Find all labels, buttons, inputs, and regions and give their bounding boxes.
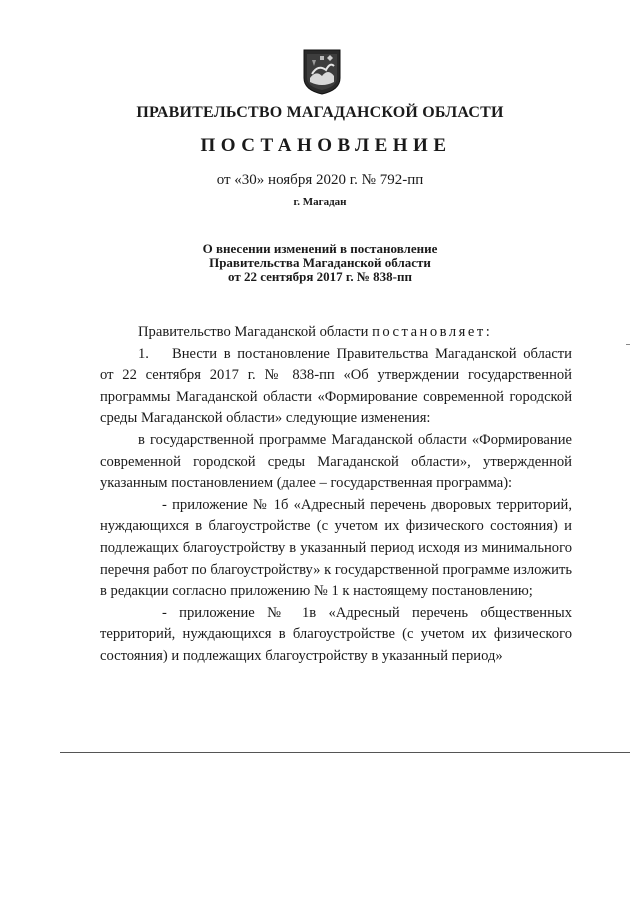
decree-body: [100, 322, 572, 668]
subject-line-1: О внесении изменений в постановление: [202, 241, 438, 256]
document-type-title: ПОСТАНОВЛЕНИЕ: [200, 135, 452, 156]
subitem-2-paragraph: - приложение № 1в «Адресный перечень общественных территорий, нуждающихся в благоустройстве (с учетом их физического состояния) и подлежащих благоустройству в указанный период»: [100, 604, 572, 664]
subject-line-2: Правительства Магаданской области: [209, 255, 431, 270]
item-1-text: Внести в постановление Правительства Магаданской области от 22 сентября 2017 г. № 838-пп «Об утверждении государственной программы Магаданской области «Формирование современной городской среды Магаданской области» следующие изменения:: [100, 345, 572, 427]
preamble-verb: постановляет: [372, 324, 486, 340]
subitem-1-paragraph: - приложение № 1б «Адресный перечень дворовых территорий, нуждающихся в благоустройстве (с учетом их физического состояния) и подлежащих благоустройству в указанный период исходя из минимального перечня работ по благоустройству» к государственной программе изложить в редакции согласно приложению № 1 к настоящему постановлению;: [100, 496, 572, 600]
city-name: г. Магадан: [293, 196, 347, 208]
margin-mark: [626, 344, 630, 345]
program-intro-paragraph: в государственной программе Магаданской области «Формирование современной городской среды Магаданской области», утвержденной указанным постановлением (далее – государственная программа):: [100, 431, 572, 492]
item-1-number: 1.: [138, 345, 149, 362]
preamble-colon: :: [485, 324, 490, 340]
government-name: ПРАВИТЕЛЬСТВО МАГАДАНСКОЙ ОБЛАСТИ: [136, 104, 504, 121]
decree-date-number: от «30» ноября 2020 г. № 792-пп: [216, 172, 424, 188]
preamble-paragraph: [100, 322, 572, 344]
item-1-paragraph: [100, 344, 572, 430]
page-bottom-rule: [60, 752, 630, 753]
subject-line-3: от 22 сентября 2017 г. № 838-пп: [228, 269, 412, 284]
coat-of-arms-icon: [302, 48, 342, 96]
decree-subject: [0, 242, 640, 284]
preamble-prefix: Правительство Магаданской области: [138, 324, 369, 340]
